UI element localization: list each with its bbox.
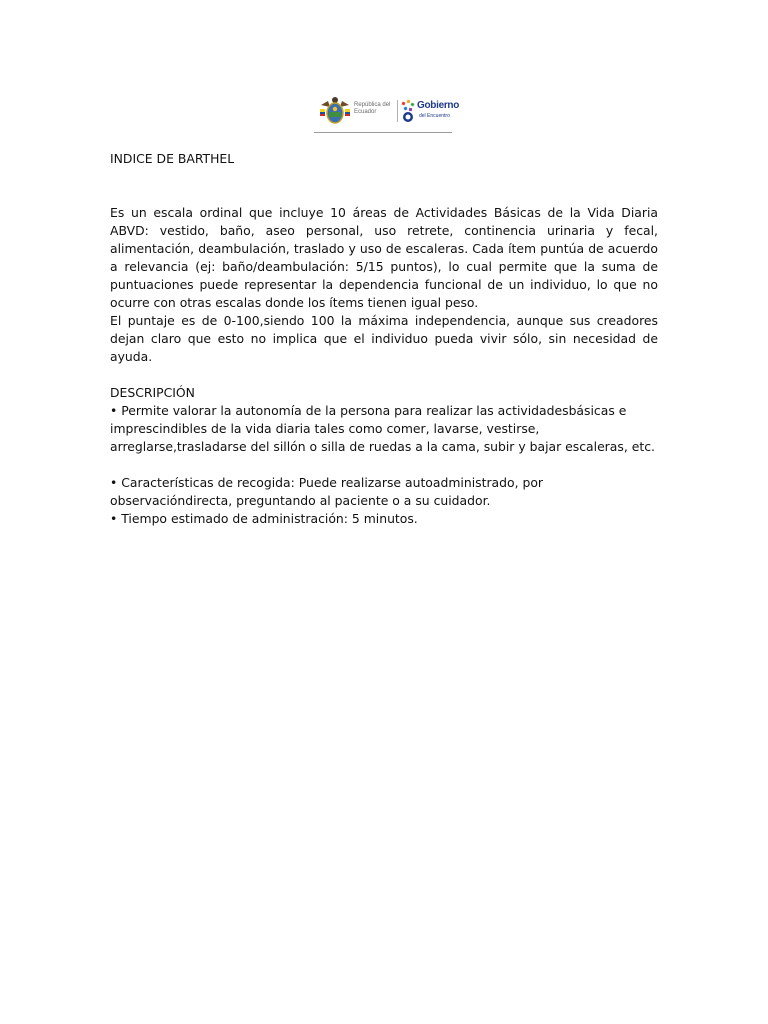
gobierno-label: Gobierno bbox=[417, 100, 460, 111]
collection-bullet: • Características de recogida: Puede realizarse autoadministrado, por observacióndirecta, preguntando al paciente o a su cuidador. bbox=[110, 475, 544, 508]
gobierno-sublabel: del Encuentro bbox=[419, 113, 450, 119]
description-bullet: • Permite valorar la autonomía de la persona para realizar las actividadesbásicas e imprescindibles de la vida diaria tales como comer, lavarse, vestirse, arreglarse,trasladarse del sillón o silla de ruedas a la cama, subir y bajar escaleras, etc. bbox=[110, 403, 655, 454]
gobierno-color-mark-icon bbox=[399, 98, 417, 124]
header-logos bbox=[314, 92, 460, 133]
spacer bbox=[110, 168, 658, 204]
page-title: INDICE DE BARTHEL bbox=[110, 151, 235, 166]
ecuador-coat-of-arms-icon bbox=[318, 95, 352, 127]
score-paragraph: El puntaje es de 0-100,siendo 100 la máxima independencia, aunque sus creadores dejan claro que esto no implica que el individuo pueda vivir sólo, sin necesidad de ayuda. bbox=[110, 313, 658, 364]
document-body bbox=[110, 150, 658, 528]
republica-label: República del Ecuador bbox=[354, 102, 391, 115]
spacer bbox=[110, 456, 658, 474]
spacer bbox=[110, 366, 658, 384]
intro-paragraph: Es un escala ordinal que incluye 10 áreas de Actividades Básicas de la Vida Diaria ABVD: vestido, baño, aseo personal, uso retrete, continencia urinaria y fecal, alimentación, deambulación, traslado y uso de escaleras. Cada ítem puntúa de acuerdo a relevancia (ej: baño/deambulación: 5/15 puntos), lo cual permite que la suma de puntuaciones puede representar la dependencia funcional de un individuo, lo que no ocurre con otras escalas donde los ítems tienen igual peso. bbox=[110, 205, 658, 310]
time-bullet: • Tiempo estimado de administración: 5 minutos. bbox=[110, 511, 418, 526]
logo-divider bbox=[397, 100, 398, 122]
description-heading: DESCRIPCIÓN bbox=[110, 385, 195, 400]
